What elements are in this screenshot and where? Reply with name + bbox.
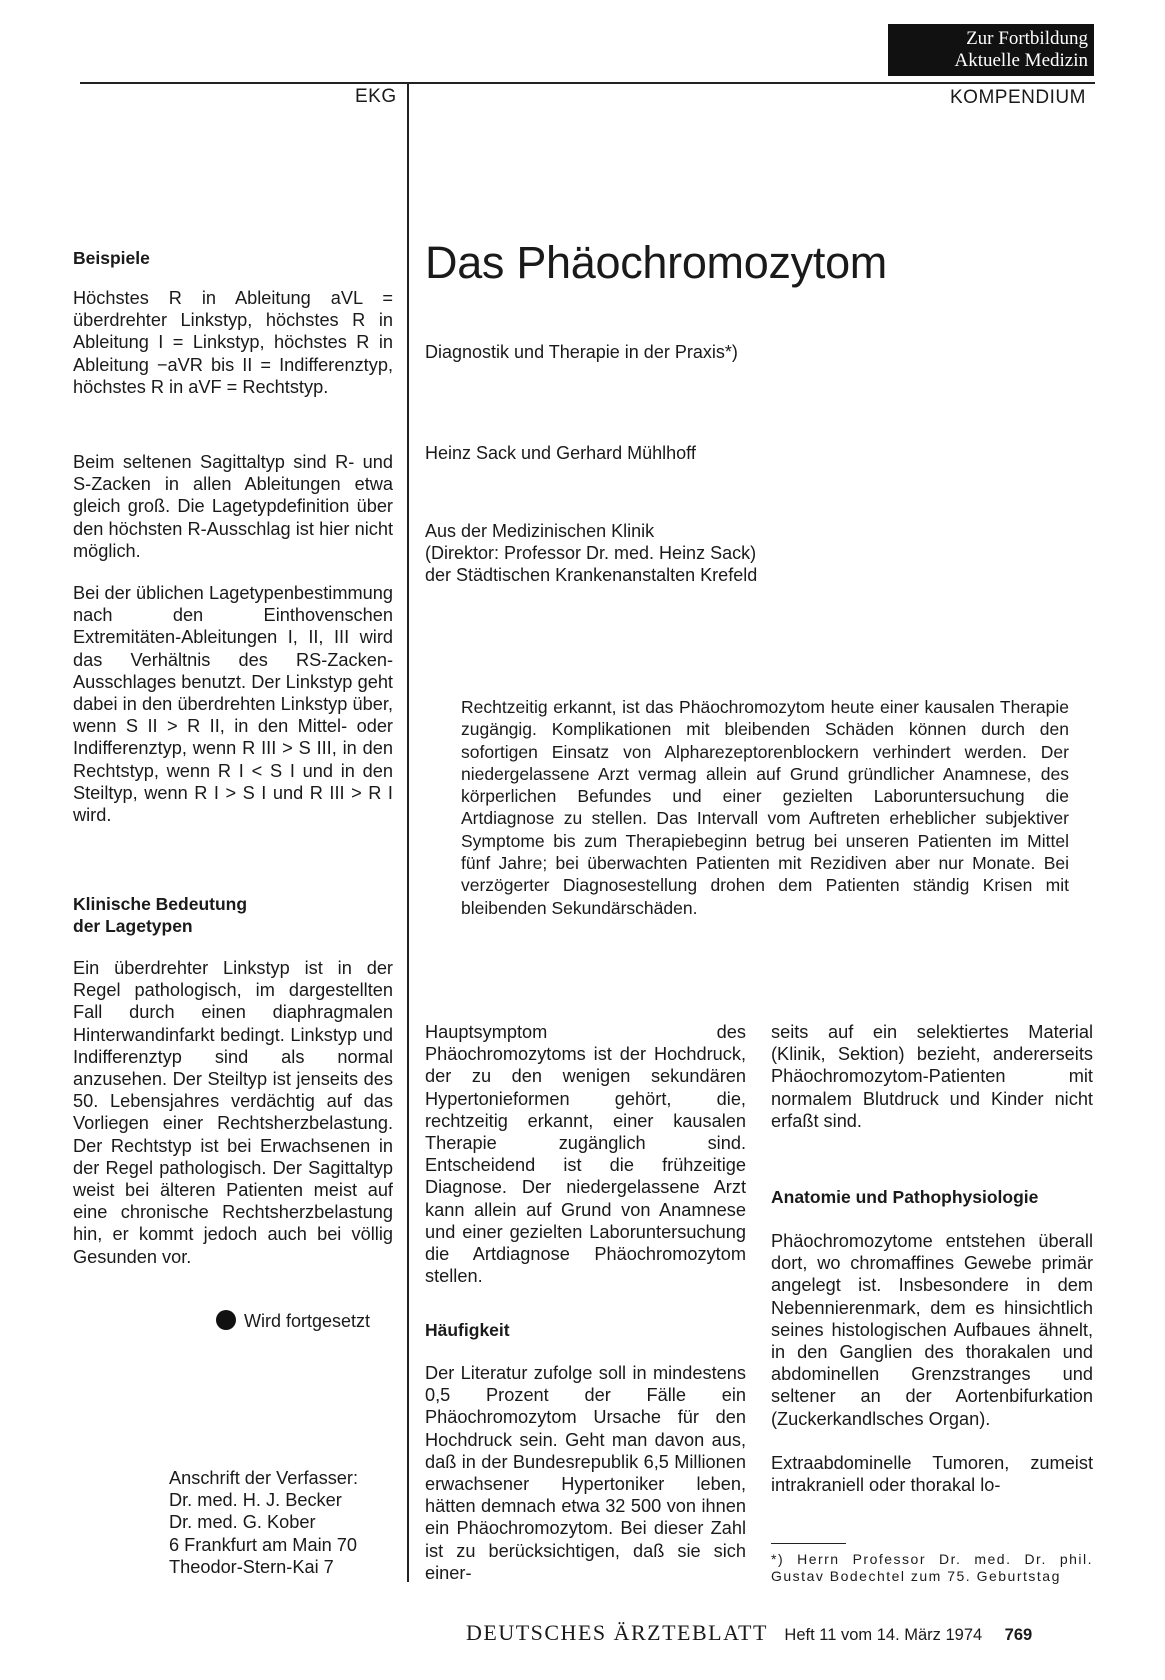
banner-line-2: Aktuelle Medizin xyxy=(954,50,1088,71)
bullet-dot-icon xyxy=(216,1310,236,1330)
page-footer xyxy=(466,1620,1032,1646)
journal-name: DEUTSCHES ÄRZTEBLATT xyxy=(466,1620,768,1645)
body-col3-paragraph-3: Extraabdominelle Tumoren, zumeist intrakraniell oder thorakal lo- xyxy=(771,1453,1093,1496)
article-title: Das Phäochromozytom xyxy=(425,237,887,288)
heading-clinical-line-2: der Lagetypen xyxy=(73,916,193,936)
left-paragraph-2: Beim seltenen Sagittaltyp sind R- und S-Zacken in allen Ableitungen etwa gleich groß. Die Lagetypdefinition über den höchsten R-Ausschlag ist hier nicht möglich. xyxy=(73,452,393,561)
heading-clinical-line-1: Klinische Bedeutung xyxy=(73,894,248,914)
address-line-2: Dr. med. H. J. Becker xyxy=(169,1490,342,1511)
header-rule xyxy=(80,82,1095,84)
heading-examples: Beispiele xyxy=(73,248,150,268)
address-line-1: Anschrift der Verfasser: xyxy=(169,1468,359,1488)
body-col3-paragraph-1: seits auf ein selektiertes Material (Klinik, Sektion) bezieht, andererseits Phäochromozytom-Patienten mit normalem Blutdruck und Kinder nicht erfaßt sind. xyxy=(771,1022,1093,1131)
footnote-rule xyxy=(771,1543,846,1544)
affiliation-line-1: Aus der Medizinischen Klinik xyxy=(425,521,655,541)
article-authors: Heinz Sack und Gerhard Mühlhoff xyxy=(425,443,696,463)
body-col2-paragraph-2: Der Literatur zufolge soll in mindestens 0,5 Prozent der Fälle ein Phäochromozytom Ursache für den Hochdruck sein. Geht man davon aus, daß in der Bundesrepublik 6,5 Millionen erwachsener Hypertoniker leben, hätten demnach etwa 32 500 von ihnen ein Phäochromozytom. Bei dieser Zahl ist zu berücksichtigen, daß sie sich einer- xyxy=(425,1363,746,1583)
heading-anatomy: Anatomie und Pathophysiologie xyxy=(771,1187,1039,1207)
continued-note xyxy=(216,1310,370,1332)
body-col2-paragraph-1: Hauptsymptom des Phäochromozytoms ist der Hochdruck, der zu den wenigen sekundären Hypertonieformen gehört, die, rechtzeitig erkannt, einer kausalen Therapie zugänglich sind. Entscheidend ist die frühzeitige Diagnose. Der niedergelassene Arzt kann allein auf Grund von Anamnese und einer gezielten Laboruntersuchung die Artdiagnose Phäochromozytom stellen. xyxy=(425,1022,746,1287)
affiliation-line-3: der Städtischen Krankenanstalten Krefeld xyxy=(425,565,758,585)
address-line-5: Theodor-Stern-Kai 7 xyxy=(169,1556,334,1577)
banner-line-1: Zur Fortbildung xyxy=(966,28,1088,49)
article-subtitle: Diagnostik und Therapie in der Praxis*) xyxy=(425,342,738,362)
left-paragraph-3: Bei der üblichen Lagetypenbestimmung nach den Einthovenschen Extremitäten-Ableitungen I, II, III wird das Verhältnis des RS-Zacken-Ausschlages benutzt. Der Linkstyp geht dabei in den überdrehten Linkstyp über, wenn S II > R II, in den Mittel- oder Indifferenztyp, wenn R III > S III, in den Rechtstyp, wenn R I < S I und in den Steiltyp, wenn R I > S I und R III > R I wird. xyxy=(73,583,393,826)
article-affiliation xyxy=(425,520,757,586)
column-divider xyxy=(407,82,409,1582)
heading-frequency: Häufigkeit xyxy=(425,1320,510,1340)
continued-label: Wird fortgesetzt xyxy=(244,1311,371,1331)
left-paragraph-1: Höchstes R in Ableitung aVL = überdrehter Linkstyp, höchstes R in Ableitung I = Linkstyp, höchstes R in Ableitung −aVR bis II = Indifferenztyp, höchstes R in aVF = Rechtstyp. xyxy=(73,288,393,397)
address-line-4: 6 Frankfurt am Main 70 xyxy=(169,1534,358,1555)
article-abstract: Rechtzeitig erkannt, ist das Phäochromozytom heute einer kausalen Therapie zugängig. Komplikationen mit bleibenden Schäden können durch den sofortigen Einsatz von Alpharezeptorenblockern verhindert werden. Der niedergelassene Arzt vermag allein auf Grund gründlicher Anamnese, des körperlichen Befundes und einer gezielten Laboruntersuchung die Artdiagnose zu stellen. Das Intervall vom Auftreten erheblicher subjektiver Symptome bis zum Therapiebeginn betrug bei unseren Patienten im Mittel fünf Jahre; bei überwachten Patienten mit Rezidiven aber nur Monate. Bei verzögerter Diagnosestellung drohen dem Patienten ständig Krisen mit bleibenden Sekundärschäden. xyxy=(461,697,1069,918)
right-section-label: KOMPENDIUM xyxy=(950,87,1086,108)
heading-clinical-significance xyxy=(73,893,247,937)
author-address xyxy=(169,1467,358,1578)
left-paragraph-4: Ein überdrehter Linkstyp ist in der Regel pathologisch, im dargestellten Fall durch einen diaphragmalen Hinterwandinfarkt bedingt. Linkstyp und Indifferenztyp sind als normal anzusehen. Der Steiltyp ist jenseits des 50. Lebensjahres verdächtig auf das Vorliegen einer Rechtsherzbelastung. Der Rechtstyp ist bei Erwachsenen in der Regel pathologisch. Der Sagittaltyp weist bei älteren Patienten meist auf eine chronische Rechtsherzbelastung hin, er kommt jedoch auch bei völlig Gesunden vor. xyxy=(73,958,393,1267)
address-line-3: Dr. med. G. Kober xyxy=(169,1512,316,1533)
footnote: *) Herrn Professor Dr. med. Dr. phil. Gustav Bodechtel zum 75. Geburtstag xyxy=(771,1551,1093,1584)
body-col3-paragraph-2: Phäochromozytome entstehen überall dort, wo chromaffines Gewebe primär angelegt ist. Insbesondere in dem Nebennierenmark, dem es hinsichtlich seines histologischen Aufbaues ähnelt, in den Ganglien des thorakalen und abdominellen Grenzstranges und seltener an der Aortenbifurkation (Zuckerkandlsches Organ). xyxy=(771,1231,1093,1429)
section-banner xyxy=(888,24,1094,76)
affiliation-line-2: (Direktor: Professor Dr. med. Heinz Sack) xyxy=(425,543,757,563)
page-number: 769 xyxy=(1004,1626,1033,1644)
left-section-label: EKG xyxy=(355,86,397,107)
issue-info: Heft 11 vom 14. März 1974 xyxy=(784,1626,983,1644)
